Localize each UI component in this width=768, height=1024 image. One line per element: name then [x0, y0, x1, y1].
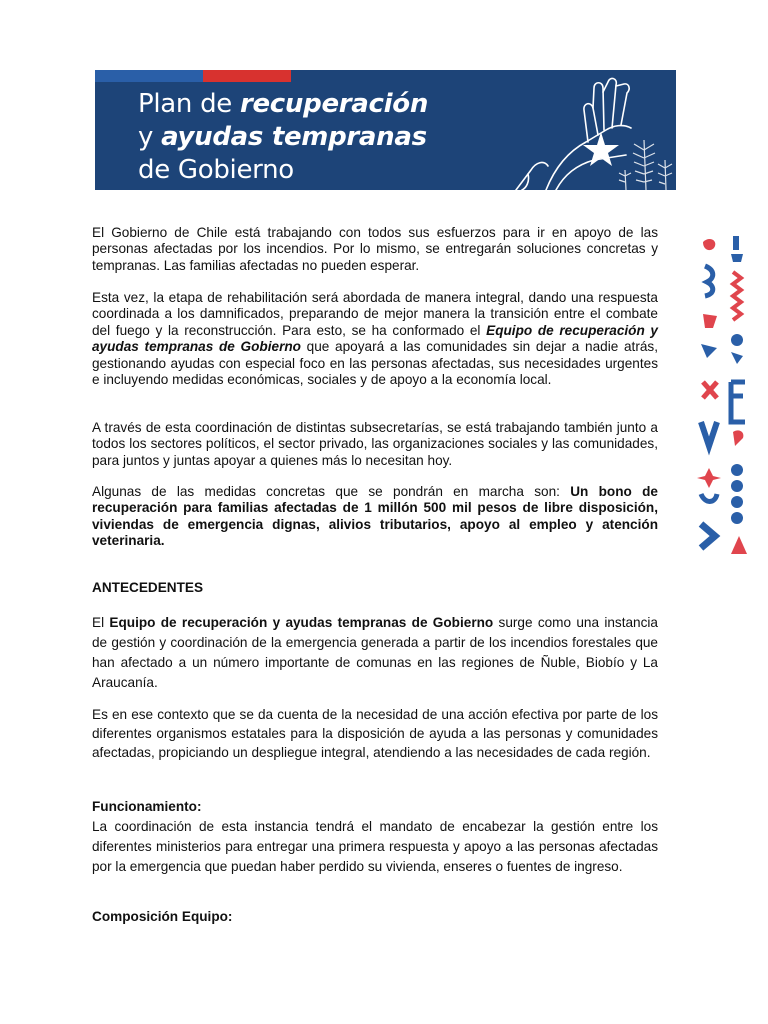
p4-text-a: Algunas de las medidas concretas que se pondrán en marcha son: — [92, 484, 571, 499]
flag-stripe-blue — [95, 70, 203, 82]
heading-composicion: Composición Equipo: — [92, 909, 233, 924]
p5-text-c: surge como una instancia de gestión y coordinación de la emergencia generada a partir de los incendios forestales que han afectado a un número importante de comunas en las regiones de Ñuble, Biobío y La Araucanía. — [92, 615, 658, 690]
p5-team-name: Equipo de recuperación y ayudas tempranas de Gobierno — [109, 615, 494, 630]
funcionamiento-paragraph: La coordinación de esta instancia tendrá el mandato de encabezar la gestión entre los diferentes ministerios para entregar una primera respuesta y apoyo a las personas afectadas por la emergencia que puedan haber perdido su vivienda, enseres o fuentes de ingreso. — [92, 819, 658, 874]
p2-text-a: Esta vez, la etapa de rehabilitación será abordada de manera integral, dando una respuesta coordinada a los damnificados, preparando de mejor manera la transición entre el combate del fuego y la reconstrucción. Para esto, se ha conformado el — [92, 290, 658, 338]
context-paragraph: Es en ese contexto que se da cuenta de la necesidad de una acción efectiva por parte de los diferentes organismos estatales para la disposición de ayuda a las personas y comunidades afectadas, propiciando un despliegue integral, atendiendo a las necesidades de cada región. — [92, 707, 658, 760]
hand-star-illustration — [476, 70, 676, 190]
banner-line1-plain: Plan de — [138, 89, 240, 119]
banner-line1-bold: recuperación — [239, 89, 429, 119]
intro-paragraph: El Gobierno de Chile está trabajando con todos sus esfuerzos para ir en apoyo de las personas afectadas por los incendios. Por lo mismo, se entregarán soluciones concretas y tempranas. Las familias afectadas no pueden esperar. — [92, 225, 658, 273]
banner-line3: de Gobierno — [138, 155, 294, 185]
hand-icon — [516, 78, 631, 190]
star-icon — [583, 132, 619, 166]
shapes-icon — [697, 236, 747, 554]
heading-antecedentes: ANTECEDENTES — [92, 580, 204, 595]
banner-line2-bold: ayudas tempranas — [161, 122, 427, 152]
p4-measures: Un bono de recuperación para familias afectadas de 1 millón 500 mil pesos de libre disposición, viviendas de emergencia dignas, alivios tributarios, apoyo al empleo y atención veterinaria. — [92, 484, 658, 549]
p2-team-name: Equipo de recuperación y ayudas tempranas de Gobierno — [92, 322, 658, 355]
p2-text-c: que apoyará a las comunidades sin dejar a nadie atrás, gestionando ayudas con especial foco en las personas afectadas, sus necesidades urgentes e incluyendo medidas económicas, sociales y de apoyo a la economía local. — [92, 339, 658, 388]
banner-title — [138, 88, 428, 187]
p5-text-a: El — [92, 615, 110, 630]
heading-funcionamiento: Funcionamiento: — [92, 799, 202, 814]
rehabilitation-paragraph — [92, 290, 658, 388]
antecedentes-paragraph — [92, 613, 658, 693]
fern-icon — [619, 140, 672, 190]
header-banner — [95, 70, 676, 190]
coordination-paragraph: A través de esta coordinación de distintas subsecretarías, se está trabajando también junto a todos los sectores políticos, el sector privado, las organizaciones sociales y las comunidades, para juntos y juntas apoyar a quienes más lo necesitan hoy. — [92, 420, 658, 468]
decorative-shapes — [695, 232, 753, 562]
flag-stripe-red — [203, 70, 291, 82]
banner-line2-plain: y — [138, 122, 162, 152]
flag-stripe — [95, 70, 291, 82]
measures-paragraph — [92, 484, 658, 550]
